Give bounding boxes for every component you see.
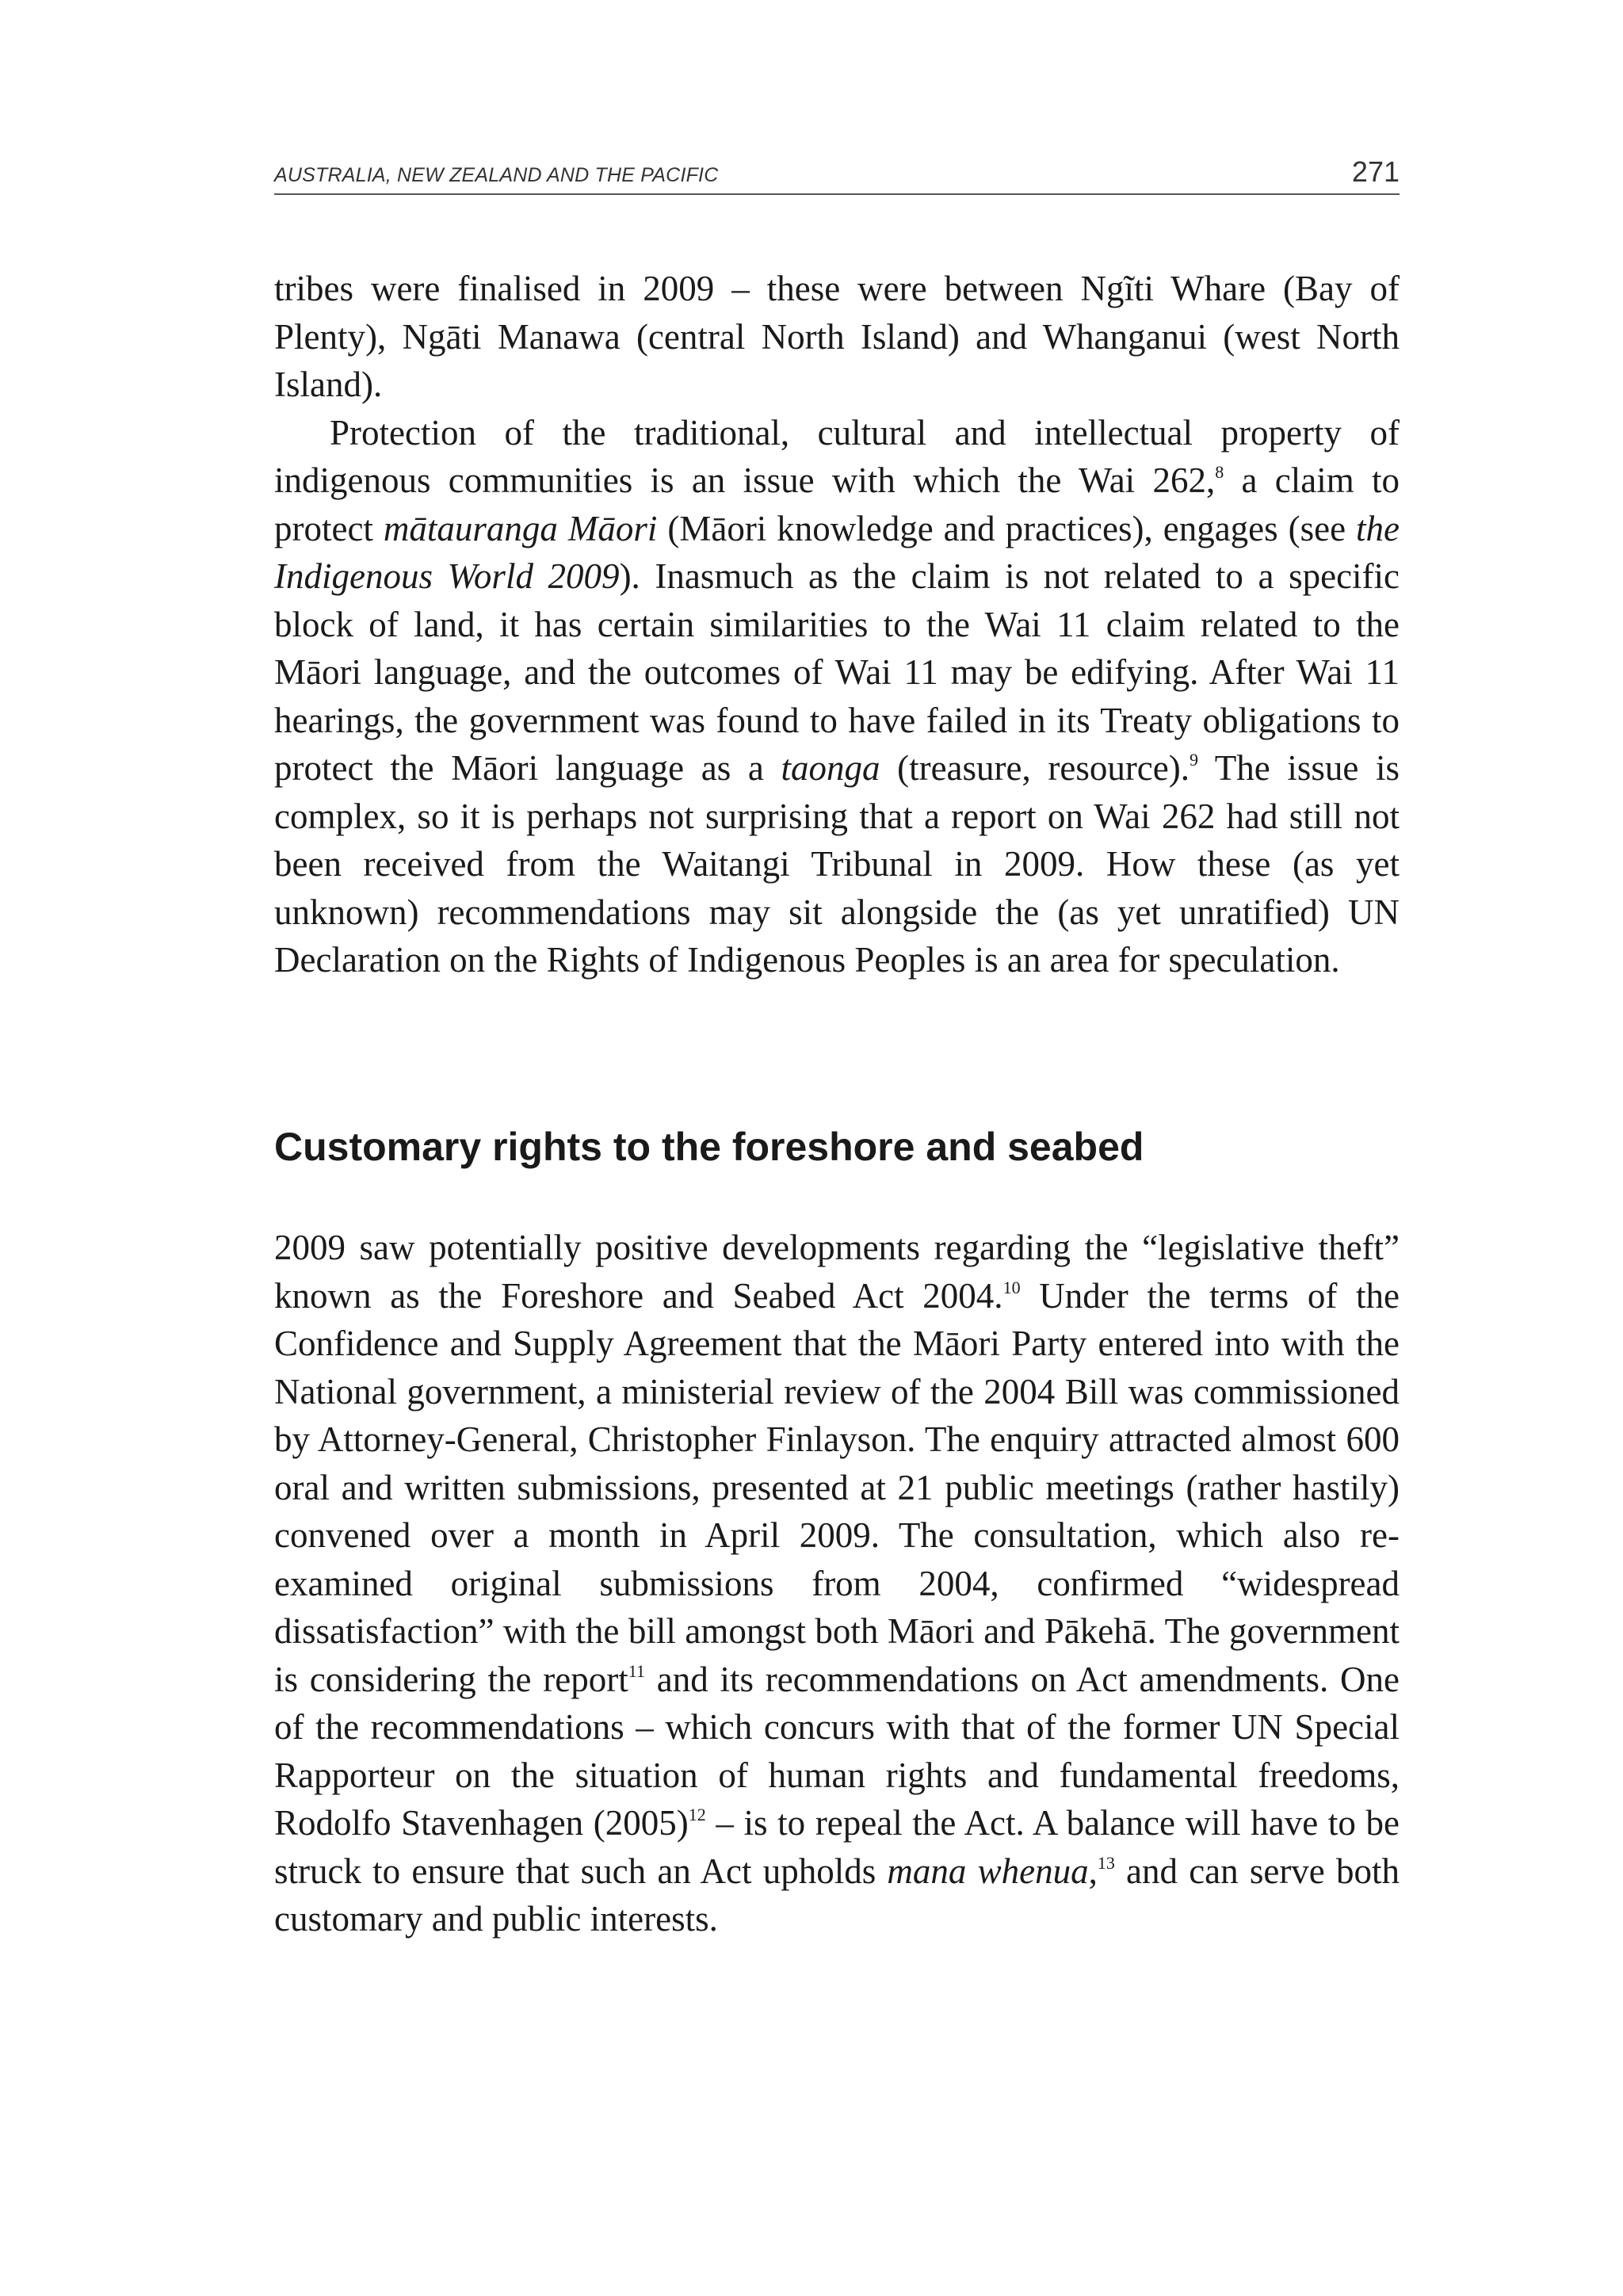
- footnote-ref-10: 10: [1002, 1277, 1021, 1297]
- paragraph-2-text-c: (Māori knowledge and practices), engages (see: [657, 508, 1357, 548]
- paragraph-3-text-a: 2009 saw potentially positive developments regarding the “legislative theft” known as the Foreshore and Seabed Act 2004.: [274, 1228, 1400, 1316]
- footnote-ref-12: 12: [688, 1805, 706, 1824]
- footnote-ref-13: 13: [1097, 1852, 1115, 1873]
- italic-term-matauranga: mātauranga Māori: [383, 508, 658, 548]
- paragraph-3: [274, 1224, 1400, 1943]
- paragraph-2-text-a: Protection of the traditional, cultural and intellectual property of indigenous communities is an issue with which the Wai 262,: [274, 412, 1400, 500]
- paragraph-1: tribes were finalised in 2009 – these were between Ngĩti Whare (Bay of Plenty), Ngāti Manawa (central North Island) and Whanganui (west North Island).: [274, 269, 1400, 404]
- paragraph-2-text-d: ). Inasmuch as the claim is not related to a specific block of land, it has certain similarities to the Wai 11 claim related to the Māori language, and the outcomes of Wai 11 may be edifying. After Wai 11 hearings, the government was found to have failed in its Treaty obligations to protect the Māori language as a: [274, 556, 1400, 788]
- italic-term-taonga: taonga: [781, 748, 880, 788]
- paragraph-2-text-e: (treasure, resource).: [880, 748, 1190, 788]
- paragraph-2: [274, 409, 1400, 984]
- paragraph-2-text-b: a claim to protect: [274, 460, 1400, 548]
- page-header: [274, 155, 1400, 195]
- paragraph-2-text-f: The issue is complex, so it is perhaps not surprising that a report on Wai 262 had still not been received from the Waitangi Tribunal in 2009. How these (as yet unknown) recommendations may sit alongside the (as yet unratified) UN Declaration on the Rights of Indigenous Peoples is an area for speculation.: [274, 748, 1400, 980]
- paragraph-3-text-b: Under the terms of the Confidence and Supply Agreement that the Māori Party entered into with the National government, a ministerial review of the 2004 Bill was commissioned by Attorney-General, Christopher Finlayson. The enquiry attracted almost 600 oral and written submissions, presented at 21 public meetings (rather hastily) convened over a month in April 2009. The consultation, which also re-examined original submissions from 2004, confirmed “widespread dissatisfaction” with the bill amongst both Māori and Pākehā. The government is considering the report: [274, 1275, 1400, 1699]
- running-head: AUSTRALIA, NEW ZEALAND AND THE PACIFIC: [274, 164, 719, 186]
- paragraph-3-text-d: – is to repeal the Act. A balance will have to be struck to ensure that such an Act upholds: [274, 1803, 1400, 1891]
- italic-title-indigenous-world: the Indigenous World 2009: [274, 508, 1400, 596]
- italic-term-mana-whenua: mana whenua: [887, 1851, 1089, 1891]
- section-heading: Customary rights to the foreshore and seabed: [274, 1125, 1144, 1169]
- body-section-2: [274, 1224, 1400, 1943]
- body-section-1: [274, 265, 1400, 984]
- page-number: 271: [1351, 155, 1400, 188]
- footnote-ref-9: 9: [1190, 750, 1198, 770]
- footnote-ref-8: 8: [1215, 462, 1224, 482]
- paragraph-3-text-e: ,: [1088, 1851, 1098, 1891]
- paragraph-3-text-c: and its recommendations on Act amendments. One of the recommendations – which concurs with that of the former UN Special Rapporteur on the situation of human rights and fundamental freedoms, Rodolfo Stavenhagen (2005): [274, 1659, 1400, 1843]
- footnote-ref-11: 11: [628, 1660, 645, 1681]
- paragraph-3-text-f: and can serve both customary and public interests.: [274, 1851, 1400, 1939]
